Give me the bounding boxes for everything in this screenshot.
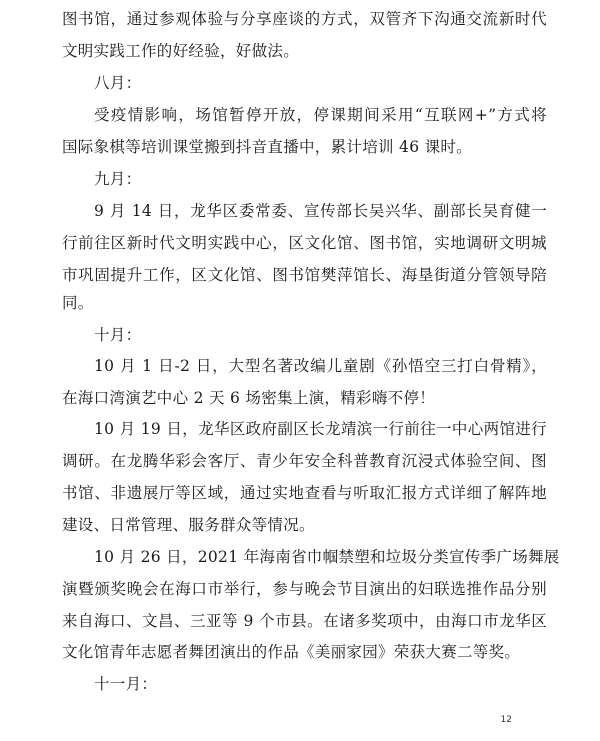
paragraph-line: 行前往区新时代文明实践中心，区文化馆、图书馆，实地调研文明城 <box>62 234 547 252</box>
paragraph-line: 9 月 14 日，龙华区委常委、宣传部长吴兴华、副部长吴育健一 <box>94 202 547 220</box>
section-heading-november: 十一月： <box>94 675 158 693</box>
paragraph-line: 文明实践工作的好经验，好做法。 <box>62 42 300 60</box>
paragraph-line: 建设、日常管理、服务群众等情况。 <box>62 516 315 534</box>
paragraph-line: 受疫情影响，场馆暂停开放，停课期间采用“互联网+”方式将 <box>94 106 547 124</box>
paragraph-line: 调研。在龙腾华彩会客厅、青少年安全科普教育沉浸式体验空间、图 <box>62 452 547 470</box>
paragraph-line: 在海口湾演艺中心 2 天 6 场密集上演，精彩嗨不停！ <box>62 389 436 407</box>
paragraph-line: 10 月 19 日，龙华区政府副区长龙靖滨一行前往一中心两馆进行 <box>94 420 547 438</box>
paragraph-line: 书馆、非遗展厅等区域，通过实地查看与听取汇报方式详细了解阵地 <box>62 484 547 502</box>
paragraph-line: 10 月 1 日-2 日，大型名著改编儿童剧《孙悟空三打白骨精》， <box>94 357 547 375</box>
section-heading-august: 八月： <box>94 74 142 92</box>
paragraph-line: 来自海口、文昌、三亚等 9 个市县。在诸多奖项中，由海口市龙华区 <box>62 612 547 630</box>
section-heading-october: 十月： <box>94 326 142 344</box>
section-heading-september: 九月： <box>94 170 142 188</box>
paragraph-line: 演暨颁奖晚会在海口市举行，参与晚会节目演出的妇联选推作品分别 <box>62 580 547 598</box>
paragraph-line: 文化馆青年志愿者舞团演出的作品《美丽家园》荣获大赛二等奖。 <box>62 643 521 661</box>
paragraph-line: 图书馆，通过参观体验与分享座谈的方式，双管齐下沟通交流新时代 <box>62 10 547 28</box>
paragraph-line: 10 月 26 日，2021 年海南省巾帼禁塑和垃圾分类宣传季广场舞展 <box>94 548 560 566</box>
paragraph-line: 国际象棋等培训课堂搬到抖音直播中，累计培训 46 课时。 <box>62 138 472 156</box>
paragraph-line: 市巩固提升工作，区文化馆、图书馆樊萍馆长、海垦街道分管领导陪 <box>62 266 547 284</box>
paragraph-line: 同。 <box>62 294 94 312</box>
page-number: 12 <box>500 715 512 725</box>
